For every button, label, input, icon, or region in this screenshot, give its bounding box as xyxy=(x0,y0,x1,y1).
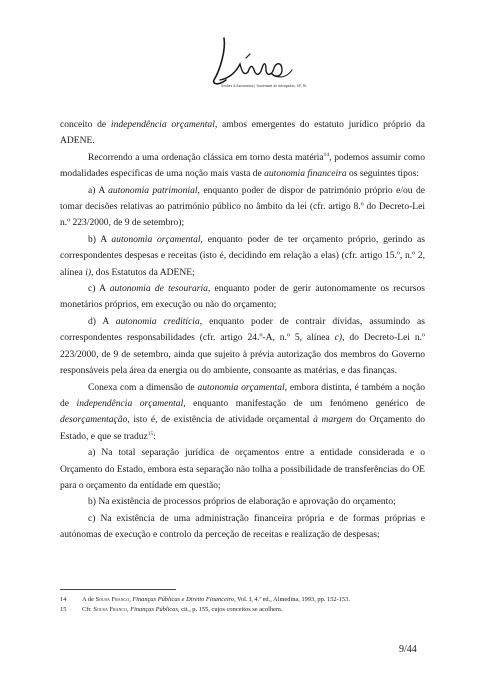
list-item-paragraph: d) A autonomia creditícia, enquanto poder de contrair dívidas, assumindo as correspondentes responsabilidades (cfr. artigo 24.º-A, n.º 5, alínea c), do Decreto-Lei n.º 223/2000, de 9 de setembro, ainda que sujeito à prévia autorização dos membros do Governo responsáveis pela área da energia ou do ambiente, consoante as matérias, e das finanças. xyxy=(60,315,426,377)
document-body xyxy=(60,117,425,544)
footnote xyxy=(60,595,430,605)
paragraph: Recorrendo a uma ordenação clássica em torno desta matéria$^{14}$, podemos assumir como modalidades específicas de uma noção mais vasta de autonomia financeira os seguintes tipos: xyxy=(60,151,425,180)
page-number: 9/44 xyxy=(399,644,417,655)
signature-logo-icon xyxy=(196,20,306,100)
list-item-paragraph: a) Na total separação jurídica de orçamentos entre a entidade considerada e o Orçamento do Estado, embora esta separação não tolha a possibilidade de transferências do OE para o orçamento da entidade em questão; xyxy=(60,447,425,491)
footnote-ref: 15 xyxy=(147,430,154,437)
list-item-paragraph: c) A autonomia de tesouraria, enquanto poder de gerir autonomamente os recursos monetários próprios, em execução ou não do orçamento; xyxy=(60,283,426,311)
footnote-text: Cfr. Sousa Franco, Finanças Públicas, cit., p. 155, cujos conceitos se acolhem. xyxy=(82,606,283,613)
footnote-number: 14 xyxy=(60,596,67,603)
footnote-separator xyxy=(60,589,176,590)
footnote-number: 15 xyxy=(60,606,67,613)
list-item-paragraph: a) A autonomia patrimonial, enquanto poder de dispor de património próprio e/ou de tomar decisões relativas ao património público no âmbito da lei (cfr. artigo 8.º do Decreto-Lei n.º 223/2000, de 9 de setembro); xyxy=(60,184,426,229)
list-item-paragraph: b) A autonomia orçamental, enquanto poder de ter orçamento próprio, gerindo as correspondentes despesas e receitas (isto é, decidindo em relação a elas) (cfr. artigo 15.º, n.º 2, alínea i), dos Estatutos da ADENE; xyxy=(60,233,425,278)
footnote-text: A de Sousa Franco, Finanças Públicas e Direito Financeiro, Vol. I, 4.ª ed., Almedina, 1993, pp. 152-153. xyxy=(82,596,350,603)
list-item-paragraph: c) Na existência de uma administração financeira própria e de formas próprias e autónomas de execução e controlo da perceção de receitas e realização de despesas; xyxy=(60,512,425,541)
firm-logo xyxy=(196,20,306,100)
list-item-paragraph: b) Na existência de processos próprios de elaboração e aprovação do orçamento; xyxy=(88,496,396,508)
paragraph: conceito de independência orçamental, ambos emergentes do estatuto jurídico próprio da ADENE. xyxy=(60,119,425,147)
footnote-ref: 14 xyxy=(323,151,330,158)
footnotes xyxy=(60,595,430,615)
footnote xyxy=(60,605,430,615)
paragraph: Conexa com a dimensão de autonomia orçamental, embora distinta, é também a noção de independência orçamental, enquanto manifestação de um fenómeno genérico de desorçamentação, isto é, de existência de atividade orçamental à margem do Orçamento do Estado, e que se traduz$^{15}$: xyxy=(60,381,426,442)
firm-tagline: Simões & Associados | Sociedade de Advogados, SP, RL xyxy=(221,84,308,88)
